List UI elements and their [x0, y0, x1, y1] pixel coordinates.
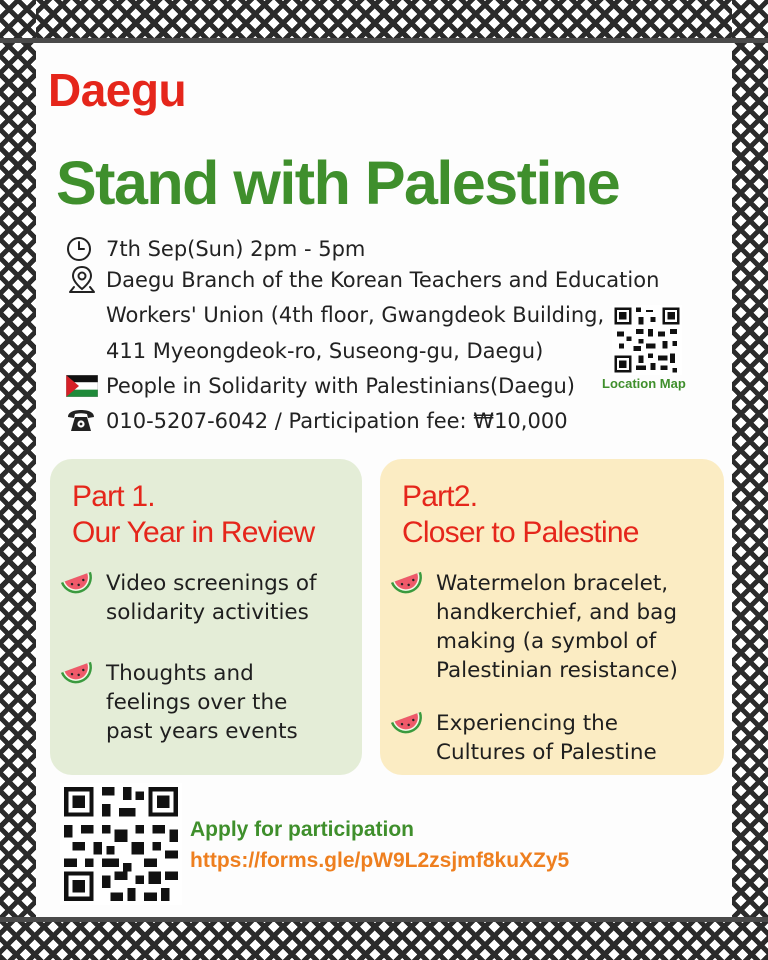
list-item [388, 569, 678, 685]
map-pin-icon [66, 265, 100, 295]
part2-card [380, 459, 724, 775]
keffiyeh-border-left [0, 0, 36, 960]
address-line-3: 411 Myeongdeok-ro, Suseong-gu, Daegu) [106, 339, 544, 363]
datetime-row [66, 234, 365, 264]
address-row [66, 265, 659, 295]
part2-item-2: Experiencing the Cultures of Palestine [436, 711, 657, 765]
part2-title [402, 479, 639, 551]
part1-title [72, 479, 314, 551]
apply-label: Apply for participation [190, 818, 415, 841]
part2-title-line2: Closer to Palestine [402, 516, 639, 549]
keffiyeh-border-bottom [0, 922, 768, 960]
part1-title-line2: Our Year in Review [72, 516, 315, 549]
watermelon-icon [58, 563, 98, 603]
organizer-name: People in Solidarity with Palestinians(Daegu) [106, 374, 575, 398]
location-map-label: Location Map [602, 376, 686, 391]
contact-row [66, 406, 568, 436]
clock-icon [66, 234, 100, 264]
part2-title-line1: Part2. [402, 480, 478, 513]
watermelon-icon [58, 653, 98, 693]
part1-card [50, 459, 362, 775]
apply-form-link[interactable]: https://forms.gle/pW9L2zsjmf8kuXZy5 [190, 849, 570, 872]
part1-item-2: Thoughts and feelings over the past years events [106, 661, 298, 744]
watermelon-icon [388, 703, 428, 743]
list-item [58, 569, 317, 627]
list-item [388, 709, 657, 767]
address-line-1: Daegu Branch of the Korean Teachers and Education [106, 268, 660, 292]
list-item [58, 659, 298, 746]
city-heading: Daegu [48, 64, 187, 116]
poster-panel [36, 43, 732, 917]
contact-and-fee: 010-5207-6042 / Participation fee: ₩10,000 [106, 409, 568, 433]
event-datetime: 7th Sep(Sun) 2pm - 5pm [106, 237, 366, 261]
part1-item-1: Video screenings of solidarity activities [106, 571, 317, 625]
poster-title: Stand with Palestine [56, 149, 620, 217]
watermelon-icon [388, 563, 428, 603]
keffiyeh-border-top [0, 0, 768, 38]
keffiyeh-border-right [732, 0, 768, 960]
part1-title-line1: Part 1. [72, 480, 155, 513]
part2-item-1: Watermelon bracelet, handkerchief, and bag making (a symbol of Palestinian resistance) [436, 571, 678, 683]
palestine-flag-icon [66, 371, 100, 401]
telephone-icon [66, 406, 100, 436]
location-qr-code[interactable] [612, 305, 682, 375]
divider-bottom [0, 917, 768, 922]
apply-qr-code[interactable] [60, 783, 182, 905]
organizer-row [66, 371, 575, 401]
address-line-2: Workers' Union (4th floor, Gwangdeok Building, [106, 303, 605, 327]
